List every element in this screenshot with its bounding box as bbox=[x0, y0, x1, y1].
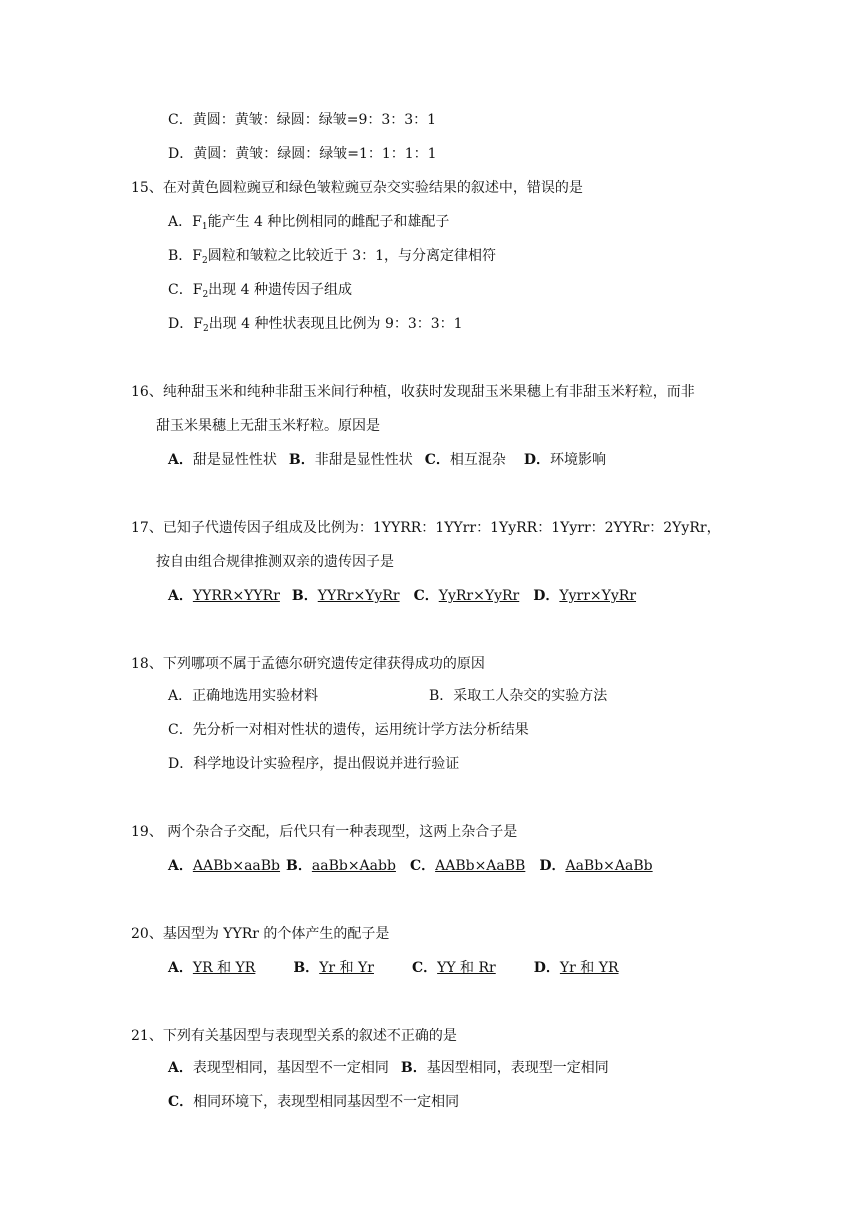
q15-option-c: C．$F_2$出现 4 种遗传因子组成 bbox=[168, 282, 352, 300]
option-letter: D． bbox=[168, 146, 194, 162]
q21-stem: 21、下列有关基因型与表现型关系的叙述不正确的是 bbox=[131, 1028, 457, 1044]
option-text: 环境影响 bbox=[550, 452, 607, 468]
option-letter: B． bbox=[400, 1060, 427, 1076]
option-letter: A． bbox=[168, 1060, 193, 1076]
option-letter: C． bbox=[413, 588, 439, 604]
option-text: 圆粒和皱粒之比较近于 3：1，与分离定律相符 bbox=[207, 248, 497, 264]
option-letter: D． bbox=[539, 858, 566, 874]
option-text: Yyrr×YyRr bbox=[559, 588, 637, 604]
option-letter: C． bbox=[168, 1094, 194, 1110]
option-letter: B． bbox=[293, 960, 320, 976]
option-letter: D． bbox=[168, 756, 194, 772]
q18-option-c bbox=[168, 720, 529, 740]
q20-stem: 20、基因型为 YYRr 的个体产生的配子是 bbox=[131, 926, 390, 942]
option-letter: C． bbox=[168, 282, 193, 298]
option-text: 非甜是显性性状 bbox=[314, 452, 413, 468]
option-text: 科学地设计实验程序，提出假说并进行验证 bbox=[193, 756, 460, 772]
q16-options bbox=[168, 450, 606, 470]
option-text: YR 和 YR bbox=[192, 960, 256, 976]
q16-stem-line1: 16、纯种甜玉米和纯种非甜玉米间行种植，收获时发现甜玉米果穗上有非甜玉米籽粒，而非 bbox=[131, 384, 695, 400]
q17-stem-line2: 按自由组合规律推测双亲的遗传因子是 bbox=[156, 554, 394, 570]
option-text: 基因型相同，表现型一定相同 bbox=[426, 1060, 609, 1076]
option-letter: B． bbox=[168, 248, 193, 264]
q19-stem: 19、 两个杂合子交配，后代只有一种表现型，这两上杂合子是 bbox=[131, 824, 518, 840]
option-letter: C． bbox=[424, 452, 450, 468]
option-letter: C． bbox=[168, 722, 193, 738]
q18-option-b bbox=[429, 686, 607, 706]
option-letter: A． bbox=[168, 214, 193, 230]
option-letter: B． bbox=[291, 588, 318, 604]
option-letter: A． bbox=[168, 588, 193, 604]
option-text: 出现 4 种遗传因子组成 bbox=[208, 282, 352, 298]
option-letter: B． bbox=[288, 452, 315, 468]
option-text: Yr 和 Yr bbox=[319, 960, 374, 976]
q15-stem: 15、在对黄色圆粒豌豆和绿色皱粒豌豆杂交实验结果的叙述中，错误的是 bbox=[131, 180, 583, 196]
option-text: YYRr×YyRr bbox=[317, 588, 400, 604]
option-text: 黄圆：黄皱：绿圆：绿皱=9：3：3：1 bbox=[192, 112, 437, 128]
q21-option-c bbox=[168, 1092, 459, 1112]
option-letter: D． bbox=[533, 588, 560, 604]
q18-option-a bbox=[168, 686, 318, 706]
option-text: 表现型相同，基因型不一定相同 bbox=[192, 1060, 389, 1076]
option-letter: A． bbox=[168, 688, 193, 704]
option-text: 出现 4 种性状表现且比例为 9：3：3：1 bbox=[208, 316, 463, 332]
option-text: Yr 和 YR bbox=[559, 960, 619, 976]
option-text: YY 和 Rr bbox=[437, 960, 496, 976]
q15-option-a: A．$F_1$能产生 4 种比例相同的雌配子和雄配子 bbox=[168, 214, 450, 232]
option-text: AABb×AaBB bbox=[435, 858, 526, 874]
q17-stem-line1: 17、已知子代遗传因子组成及比例为：1YYRR：1YYrr：1YyRR：1Yyrr：2YYRr：2YyRr， bbox=[131, 520, 721, 536]
option-letter: A． bbox=[168, 960, 193, 976]
q18-stem: 18、下列哪项不属于孟德尔研究遗传定律获得成功的原因 bbox=[131, 656, 485, 672]
option-letter: C． bbox=[168, 112, 193, 128]
q17-options bbox=[168, 586, 636, 606]
q19-options bbox=[168, 856, 653, 876]
option-letter: B． bbox=[286, 858, 312, 874]
option-letter: C． bbox=[409, 858, 436, 874]
q16-stem-line2: 甜玉米果穗上无甜玉米籽粒。原因是 bbox=[156, 418, 380, 434]
q14-option-d bbox=[168, 144, 437, 164]
option-text: 能产生 4 种比例相同的雌配子和雄配子 bbox=[207, 214, 450, 230]
option-text: aaBb×Aabb bbox=[311, 858, 396, 874]
q14-option-c bbox=[168, 110, 436, 130]
option-letter: A． bbox=[168, 858, 193, 874]
option-text: 甜是显性性状 bbox=[192, 452, 277, 468]
q18-option-d bbox=[168, 754, 459, 774]
option-text: 相同环境下，表现型相同基因型不一定相同 bbox=[193, 1094, 460, 1110]
option-letter: C． bbox=[411, 960, 438, 976]
option-letter: D． bbox=[168, 316, 194, 332]
option-letter: D． bbox=[523, 452, 551, 468]
option-text: AaBb×AaBb bbox=[565, 858, 653, 874]
option-text: AABb×aaBb bbox=[192, 858, 281, 874]
option-letter: A． bbox=[168, 452, 193, 468]
option-text: 正确地选用实验材料 bbox=[192, 688, 319, 704]
option-letter: D． bbox=[533, 960, 560, 976]
option-text: 黄圆：黄皱：绿圆：绿皱=1：1：1：1 bbox=[193, 146, 437, 162]
option-text: YYRR×YYRr bbox=[192, 588, 280, 604]
option-letter: B． bbox=[429, 688, 454, 704]
option-text: 相互混杂 bbox=[449, 452, 506, 468]
option-text: YyRr×YyRr bbox=[438, 588, 520, 604]
q15-option-b: B．$F_2$圆粒和皱粒之比较近于 3：1，与分离定律相符 bbox=[168, 248, 497, 266]
q20-options bbox=[168, 958, 619, 978]
option-text: 先分析一对相对性状的遗传，运用统计学方法分析结果 bbox=[192, 722, 529, 738]
option-text: 采取工人杂交的实验方法 bbox=[453, 688, 608, 704]
q15-option-d: D．$F_2$出现 4 种性状表现且比例为 9：3：3：1 bbox=[168, 316, 463, 334]
q21-options-ab bbox=[168, 1058, 609, 1078]
